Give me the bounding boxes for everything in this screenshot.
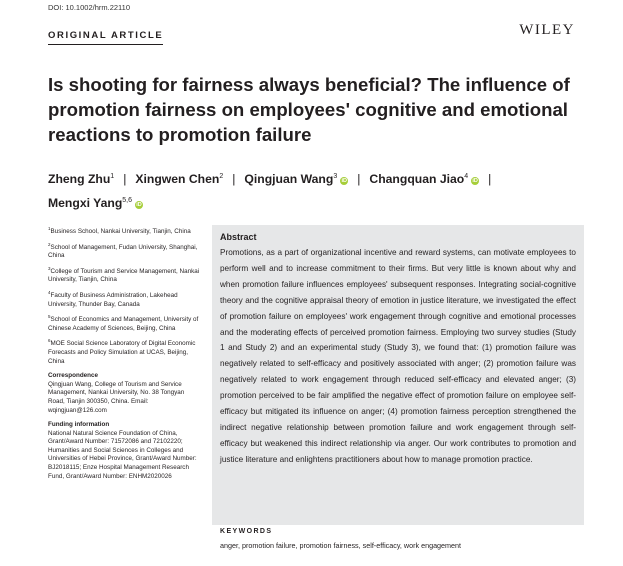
- orcid-icon[interactable]: iD: [472, 178, 478, 184]
- orcid-icon[interactable]: iD: [136, 202, 142, 208]
- author-5[interactable]: Mengxi Yang$^{5,6}$iD: [48, 196, 142, 210]
- article-info-column: [48, 225, 200, 481]
- author-2[interactable]: Xingwen Chen$^2$: [135, 172, 224, 186]
- keywords-heading: KEYWORDS: [220, 528, 273, 535]
- affiliation-4: $^4$Faculty of Business Administration, Lakehead University, Thunder Bay, Canada: [48, 289, 178, 308]
- affiliation-6: $^6$MOE Social Science Laboratory of Digital Economic Forecasts and Policy Simulation at UCAS, Beijing, China: [48, 338, 196, 365]
- author-4[interactable]: Changquan Jiao$^4$iD: [369, 172, 478, 186]
- correspondence-label: Correspondence: [48, 372, 99, 380]
- abstract-heading: Abstract: [220, 232, 257, 242]
- affiliation-1: $^1$Business School, Nankai University, Tianjin, China: [48, 226, 191, 235]
- funding-text: National Natural Science Foundation of China, Grant/Award Number: 71572086 and 72102220; Humanities and Social Sciences in Colleges and Universities of Hebei Province, Grant/Award Number: BJ2018115; Enze Hospital Management Research Fund, Grant/Award Number: ENHM2020026: [48, 429, 197, 480]
- abstract-box: [212, 225, 584, 525]
- funding-label: Funding information: [48, 421, 110, 429]
- publisher-logo: WILEY: [519, 22, 575, 38]
- correspondence-text: Qingjuan Wang, College of Tourism and Service Management, Nankai University, No. 38 Tongyan Road, Tianjin 300350, China. Email: wqingjuan@126.com: [48, 380, 185, 414]
- orcid-icon[interactable]: iD: [341, 178, 347, 184]
- author-list: Zheng Zhu$^1$ | Xingwen Chen$^2$ | Qingjuan Wang$^3$iD | Changquan Jiao$^4$iD | Mengxi Yang$^{5,6}$iD: [48, 172, 492, 210]
- doi-line: DOI: 10.1002/hrm.22110: [48, 3, 130, 12]
- affiliation-2: $^2$School of Management, Fudan University, Shanghai, China: [48, 241, 198, 260]
- affiliation-5: $^5$School of Economics and Management, University of Chinese Academy of Sciences, Beijing, China: [48, 314, 199, 332]
- keywords-text: anger, promotion failure, promotion fairness, self-efficacy, work engagement: [220, 541, 462, 550]
- affiliation-3: $^3$College of Tourism and Service Management, Nankai University, Tianjin, China: [48, 265, 200, 284]
- abstract-text: Promotions, as a part of organizational incentive and reward systems, can motivate employees to perform well and to increase commitment to their firms. But very little is known about why and when promotion failure influences employees' subsequent responses. Integrating social-cognitive theory and the cognitive appraisal theory of emotion in justice literature, we investigated the effect of promotion failure on employees' work engagement through cognitive and emotional processes and the moderating effects of perceived promotion fairness. Employing two survey studies (Study 1 and Study 2) and an experimental study (Study 3), we found that: (1) promotion failure was negatively related to self-efficacy and positively associated with anger; (2) promotion failure was negatively related to work engagement through reduced self-efficacy and elevated anger; (3) promotion perceived to be fair amplified the negative effect of promotion failure on employee self-efficacy but mitigated its influence on anger; (4) promotion fairness perception strengthened the indirect negative relationship between promotion failure and work engagement through self-efficacy but weakened this indirect relationship via anger. Our work contributes to promotion and justice literature and enlightens practitioners about how to manage promotion practice.: [220, 248, 576, 464]
- article-title: Is shooting for fairness always beneficial? The influence of promotion fairness on employees' cognitive and emotional reactions to promotion failure: [48, 74, 570, 145]
- article-type-label: ORIGINAL ARTICLE: [48, 30, 163, 45]
- author-1[interactable]: Zheng Zhu$^1$: [48, 172, 115, 186]
- author-3[interactable]: Qingjuan Wang$^3$iD: [244, 172, 347, 186]
